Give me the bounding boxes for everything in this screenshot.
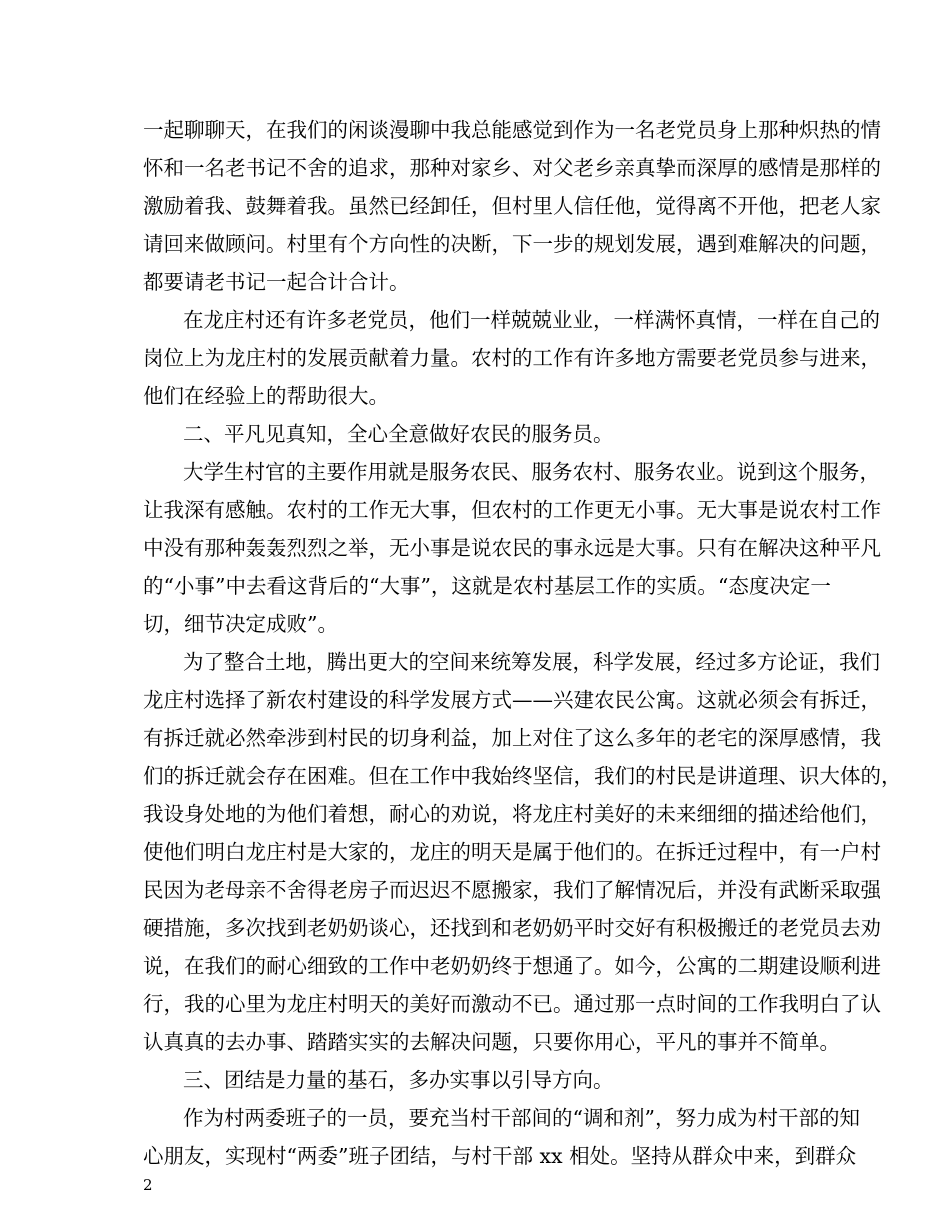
text-line: 他们在经验上的帮助很大。 [143,384,389,408]
text-line: 请回来做顾问。村里有个方向性的决断，下一步的规划发展，遇到难解决的问题， [143,232,881,256]
paragraph-start: 为了整合土地，腾出更大的空间来统筹发展，科学发展，经过多方论证，我们 [183,650,880,674]
text-line: 心朋友，实现村“两委”班子团结，与村干部 xx 相处。坚持从群众中来，到群众 [143,1144,857,1168]
text-line: 岗位上为龙庄村的发展贡献着力量。农村的工作有许多地方需要老党员参与进来， [143,346,881,370]
text-line: 行，我的心里为龙庄村明天的美好而激动不已。通过那一点时间的工作我明白了认 [143,992,881,1016]
text-line: 都要请老书记一起合计合计。 [143,270,410,294]
text-line: 激励着我、鼓舞着我。虽然已经卸任，但村里人信任他，觉得离不开他，把老人家 [143,194,881,218]
text-line: 硬措施，多次找到老奶奶谈心，还找到和老奶奶平时交好有积极搬迁的老党员去劝 [143,916,881,940]
section-heading-three: 三、团结是力量的基石，多办实事以引导方向。 [183,1068,614,1092]
text-line: 有拆迁就必然牵涉到村民的切身利益，加上对住了这么多年的老宅的深厚感情，我 [143,726,881,750]
text-line: 龙庄村选择了新农村建设的科学发展方式——兴建农民公寓。这就必须会有拆迁， [143,688,881,712]
text-line: 一起聊聊天，在我们的闲谈漫聊中我总能感觉到作为一名老党员身上那种炽热的情 [143,118,881,142]
text-line: 让我深有感触。农村的工作无大事，但农村的工作更无小事。无大事是说农村工作 [143,498,881,522]
paragraph-start: 作为村两委班子的一员，要充当村干部间的“调和剂”，努力成为村干部的知 [183,1106,860,1130]
text-line: 的“小事”中去看这背后的“大事”，这就是农村基层工作的实质。“态度决定一 [143,574,831,598]
text-line: 民因为老母亲不舍得老房子而迟迟不愿搬家，我们了解情况后，并没有武断采取强 [143,878,881,902]
paragraph-start: 在龙庄村还有许多老党员，他们一样兢兢业业，一样满怀真情，一样在自己的 [183,308,880,332]
text-line: 们的拆迁就会存在困难。但在工作中我始终坚信，我们的村民是讲道理、识大体的， [143,764,902,788]
text-line: 切，细节决定成败”。 [143,612,338,636]
section-heading-two: 二、平凡见真知，全心全意做好农民的服务员。 [183,422,614,446]
paragraph-start: 大学生村官的主要作用就是服务农民、服务农村、服务农业。说到这个服务， [183,460,880,484]
page-number: 2 [143,1176,153,1194]
text-line: 说，在我们的耐心细致的工作中老奶奶终于想通了。如今，公寓的二期建设顺利进 [143,954,881,978]
text-line: 中没有那种轰轰烈烈之举，无小事是说农民的事永远是大事。只有在解决这种平凡 [143,536,881,560]
text-line: 怀和一名老书记不舍的追求，那种对家乡、对父老乡亲真挚而深厚的感情是那样的 [143,156,881,180]
text-line: 认真真的去办事、踏踏实实的去解决问题，只要你用心，平凡的事并不简单。 [143,1030,840,1054]
text-line: 我设身处地的为他们着想，耐心的劝说，将龙庄村美好的未来细细的描述给他们， [143,802,881,826]
text-line: 使他们明白龙庄村是大家的，龙庄的明天是属于他们的。在拆迁过程中，有一户村 [143,840,881,864]
